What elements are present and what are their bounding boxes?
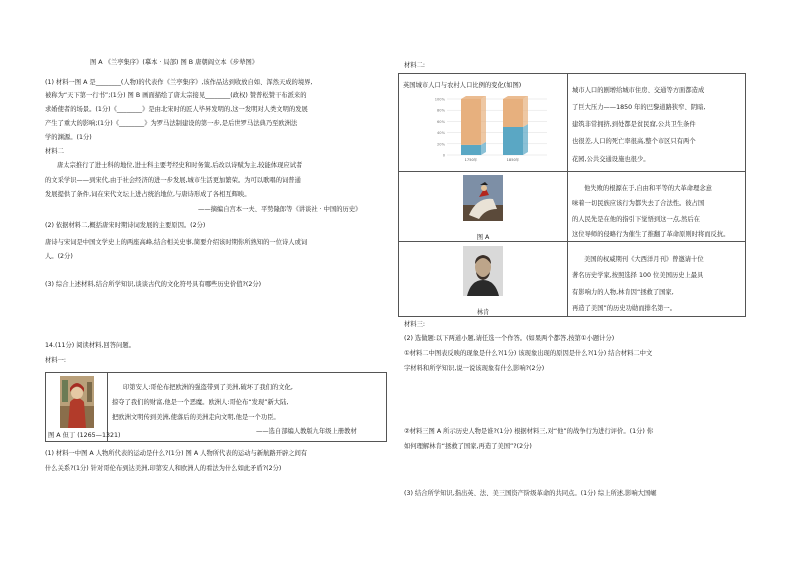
material-2-title: 材料二 xyxy=(45,148,64,155)
chart-x-tick: 1850年 xyxy=(506,158,520,162)
row1-text: 花园,公共交通设施也很少。 xyxy=(572,156,650,164)
row1-text: 了巨大压力——1850 年的巴黎道路狭窄、阴暗, xyxy=(572,104,706,112)
material-1-source: ——选自部编人教版九年级上册教材 xyxy=(256,428,357,435)
q2-answer-line: 唐诗与宋词是中国文学史上的两座高峰,结合相关史事,简要介绍该时期你所熟知的一位诗人或词 xyxy=(45,239,308,246)
q1-line: 被称为“天下第一行书”;(1分) 图 B 画面描绘了唐太宗接见________(政权) 赞普松赞干布派来的 xyxy=(45,92,307,99)
q2-answer-line: 人。(2分) xyxy=(45,253,73,260)
right-material-2-title: 材料二: xyxy=(404,62,426,69)
population-chart xyxy=(425,95,555,167)
chart-bar-segment xyxy=(461,99,481,145)
napoleon-painting xyxy=(463,175,503,221)
q-last-line: 什么关系?(1分) 针对哥伦布到达美洲,印第安人和欧洲人的看法为什么如此矛盾?(2分) xyxy=(45,465,282,472)
lincoln-caption: 林肯 xyxy=(476,309,490,317)
material-2-line: 唐太宗推行了进士科的地位,进士科主要考经史和时务策,后改以诗赋为主,较能体现应试者 xyxy=(57,162,303,169)
q2a-line: 字材料和所学知识,说一说该现象有什么影响?(2分) xyxy=(404,365,545,372)
q2b-line: 如何理解林肯“拯救了国家,再造了美国”?(2分) xyxy=(404,443,532,450)
q3-prompt: (3) 综合上述材料,结合所学知识,谈谈古代的文化符号具有哪些历史价值?(2分) xyxy=(45,281,262,288)
q1-line: 产生了重大的影响;(1分)《________》为罗马法制建设的第一步,是后世罗马法典乃至欧洲法 xyxy=(45,120,298,127)
q1-line: (1) 材料一图 A 是________(人物)的代表作《兰亭集序》,该作品达到收放自如、浑然天成的境界, xyxy=(45,79,313,86)
chart-bar-side xyxy=(481,96,486,145)
q-last-line: (1) 材料一中图 A 人物所代表的运动是什么?(1分) 图 A 人物所代表的运动与新航路开辟之间有 xyxy=(45,450,308,457)
row1-text: 城市人口的剧增给城市住房、交通等方面都造成 xyxy=(572,87,705,95)
row3-text: 著名历史学家,按照选择 100 位美国历史上最具 xyxy=(572,272,704,280)
chart-bar-segment xyxy=(503,99,523,127)
napoleon-caption: 图 A xyxy=(476,234,490,242)
chart-bar-segment xyxy=(503,127,523,155)
chart-y-tick: 80% xyxy=(437,108,445,113)
material-1-text: 印第安人:哥伦布把欧洲的强盗带到了美洲,破坏了我们的文化, xyxy=(123,384,293,391)
lincoln-portrait-icon xyxy=(463,246,503,296)
q2-intro: (2) 选做题:以下两道小题,请任选一个作答。(如果两个都答,按第①小题计分) xyxy=(404,335,615,342)
right-q3: (3) 结合所学知识,指出英、法、美三国资产阶级革命的共同点。(1分) 综上所述,影响大国崛 xyxy=(404,490,657,497)
material-2-source: ——摘编自宫本一夫、平势隆郎等《讲谈社 · 中国的历史》 xyxy=(198,206,362,213)
table-row-divider xyxy=(398,171,746,172)
material-2-line: 的文采学识——到宋代,由于社会经济的进一步发展,城市生活更加繁荣。为可以歌唱的词普通 xyxy=(45,177,301,184)
dante-portrait-icon xyxy=(60,376,94,428)
row2-text: 味着一切民族应该行为都失去了合法性。彼占国 xyxy=(572,200,705,208)
chart-bar-side xyxy=(523,124,528,155)
figure-captions: 图 A 《兰亭集序》(摹本 · 局部) 图 B 唐朝阎立本《步辇图》 xyxy=(90,59,259,66)
chart-y-tick: 60% xyxy=(437,119,445,124)
row3-text: 有影响力的人物,林肯因“拯救了国家, xyxy=(572,289,674,297)
question-14-title: 14.(11分) 阅读材料,回答问题。 xyxy=(45,342,135,349)
dante-portrait xyxy=(60,376,94,428)
napoleon-painting-icon xyxy=(463,175,503,221)
row3-text: 美国的权威期刊《大西洋月刊》曾邀请十位 xyxy=(584,256,704,264)
row1-text: 建筑非常拥挤,到处都是贫民窟,公共卫生条件 xyxy=(572,121,696,129)
chart-x-tick: 1750年 xyxy=(464,158,478,162)
chart-y-tick: 20% xyxy=(437,142,445,147)
material-3-title: 材料三: xyxy=(404,321,426,328)
dante-caption: 图 A 但丁 (1265—1321) xyxy=(48,432,121,439)
q2-prompt: (2) 依据材料二,概括唐宋时期诗词发展的主要原因。(2分) xyxy=(45,222,206,229)
q1-line: 求婚使者的场景。(1分)《________》是由北宋时的匠人毕昇发明的,这一发明对人类文明的发展 xyxy=(45,106,308,113)
material-1-text: 把欧洲文明传到美洲,使落后的美洲走向文明,他是一个功臣。 xyxy=(112,414,280,421)
chart-y-tick: 0 xyxy=(442,153,445,158)
chart-y-tick: 100% xyxy=(434,97,445,102)
q2b-line: ②材料三图 A 所示历史人物是谁?(1分) 根据材料三,对“他”的战争行为进行评价。(1分) 你 xyxy=(404,428,654,435)
chart-y-tick: 40% xyxy=(437,131,445,136)
row2-text: 这位导师的侵略行为催生了推翻了革命原则时将而反抗。 xyxy=(572,231,730,239)
table-column-divider xyxy=(567,73,568,317)
chart-bar-side xyxy=(523,96,528,127)
table-row-divider xyxy=(398,241,746,242)
row1-text: 也很差,人口的死亡率很高,整个市区只有两个 xyxy=(572,138,696,146)
row2-text: 他失败的根源在于,自由和平等的大革命理念意 xyxy=(584,185,712,193)
row2-text: 的人民先是在他的指引下觉悟到这一点,然后在 xyxy=(572,216,700,224)
material-2-line: 发展提供了条件,词在宋代文坛上进占统治地位,与唐诗形成了各相互辉映。 xyxy=(45,191,251,198)
chart-title: 英国城市人口与农村人口比例的变化(如图) xyxy=(403,82,522,89)
lincoln-portrait xyxy=(463,246,503,296)
chart-bar-segment xyxy=(461,145,481,155)
q2a-line: ①材料二中图表反映的现象是什么?(1分) 该现象出现的原因是什么?(1分) 结合材料二中文 xyxy=(404,350,653,357)
row3-text: 再造了美国”的历史功勋而排名第一。 xyxy=(572,305,677,313)
material-1-text: 掠夺了我们的财富,他是一个恶魔。欧洲人:哥伦布“发现”新大陆, xyxy=(112,399,289,406)
q1-line: 学的渊源。(1分) xyxy=(45,134,92,141)
material-1-title: 材料一: xyxy=(45,357,67,364)
